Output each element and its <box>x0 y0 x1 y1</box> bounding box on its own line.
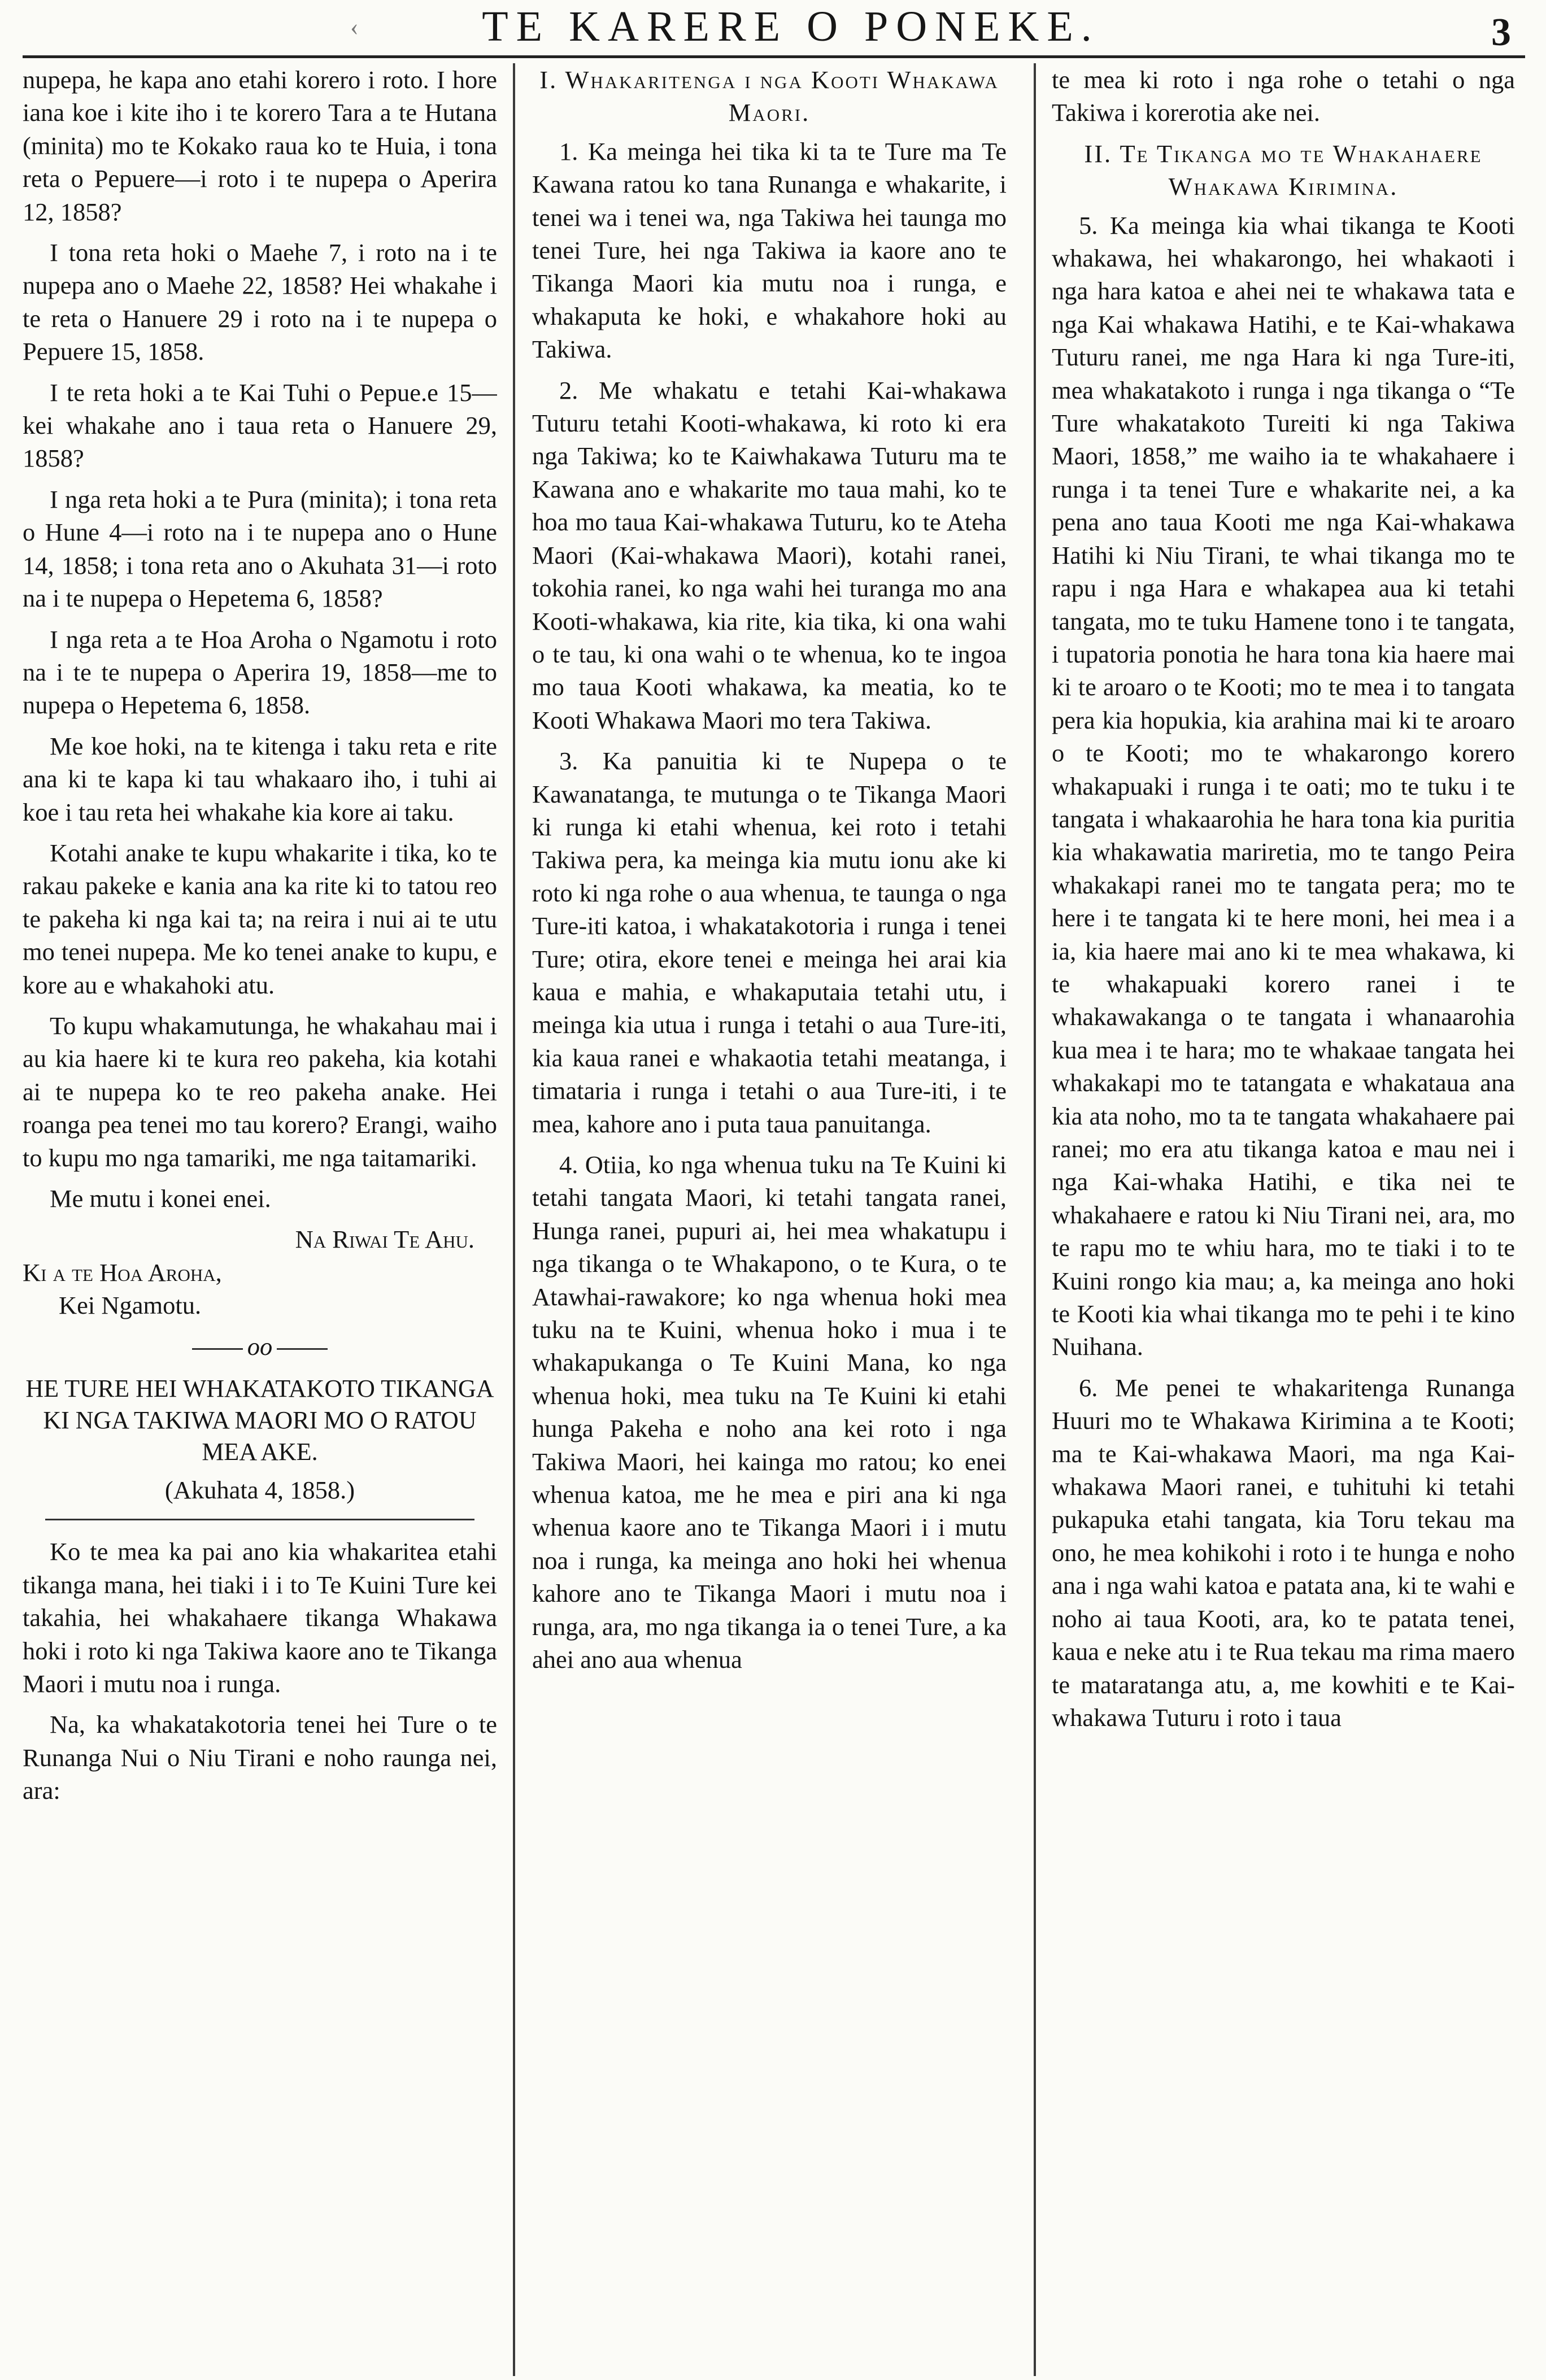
paragraph: 2. Me whakatu e tetahi Kai-whakawa Tuturu tetahi Kooti-whakawa, ki roto ki era nga Takiwa; ko te Kaiwhakawa Tuturu ma te Kawana ano e whakarite mo taua mahi, ko te hoa mo taua Kai-whakawa Tuturu, ko te Ateha Maori (Kai-whakawa Maori), kotahi ranei, tokohia ranei, ko nga wahi hei turanga mo ana Kooti-whakawa, kia rite, kia tika, ki ona wahi o te tau, ki ona wahi o te whenua, ko te ingoa mo taua Kooti whakawa, ka meatia, ko te Kooti Whakawa Maori mo tera Takiwa. <box>532 376 1007 734</box>
headline-rule <box>45 1519 474 1520</box>
paragraph: Kotahi anake te kupu whakarite i tika, ko te rakau pakeke e kania ana ka rite ki to tatou reo te pakeha ki nga kai ta; na reira i nui ai te utu mo tenei nupepa. Me ko tenei anake to kupu, e kore au e whakahoki atu. <box>23 838 497 999</box>
paragraph: 4. Otiia, ko nga whenua tuku na Te Kuini ki tetahi tangata Maori, ki tetahi tangata ranei, Hunga ranei, pupuri ai, hei mea whakatupu i nga tikanga o te Whakapono, o te Kura, o te Atawhai-rawakore; ko nga whenua hoki mea tuku na te Kuini, whenua hoko i mua i te whakapukanga o Te Kuini Mana, ko nga whenua hoki, mea tuku na Te Kuini ki etahi hunga Pakeha e noho ana kei roto i nga Takiwa Maori, hei kainga mo ratou; ko enei whenua katoa, me he mea e piri ana ki nga whenua kaore ano te Tikanga Maori i i mutu noa i runga, ka meinga ano hoki hei whenua kahore ano te Tikanga Maori i mutu noa i runga, ara, mo nga tikanga ia o tenei Ture, a ka ahei ano aua whenua <box>532 1150 1007 1674</box>
paragraph: I te reta hoki a te Kai Tuhi o Pepue.e 15—kei whakahe ano i taua reta o Hanuere 29, 1858? <box>23 378 497 473</box>
column-divider-1 <box>513 63 515 2376</box>
paragraph: 1. Ka meinga hei tika ki ta te Ture ma Te Kawana ratou ko tana Runanga e whakarite, i tenei wa i tenei wa, nga Takiwa hei taunga mo tenei Ture, hei nga Takiwa ia kaore ano te Tikanga Maori kia mutu noa i runga, e whakaputa ke hoki, e whakahore hoki au Takiwa. <box>532 137 1007 364</box>
paragraph: Me mutu i konei enei. <box>50 1184 271 1213</box>
article-date: (Akuhata 4, 1858.) <box>164 1476 355 1505</box>
header-rule <box>23 55 1525 58</box>
section-heading: II. Te Tikanga mo te Whakahaere Whakawa Kirimina. <box>1084 139 1483 201</box>
addressee-place: Kei Ngamotu. <box>59 1291 202 1320</box>
page-header <box>0 0 1546 56</box>
column-3 <box>1052 63 1515 2373</box>
column-2 <box>532 63 1007 2373</box>
paragraph: nupepa, he kapa ano etahi korero i roto. I hore iana koe i kite iho i te korero Tara a te Hutana (minita) mo te Kokako raua ko te Huia, i tona reta o Pepuere—i roto i te nupepa o Aperira 12, 1858? <box>23 66 497 226</box>
column-divider-2 <box>1034 63 1036 2376</box>
addressee: Ki a te Hoa Aroha, <box>23 1258 222 1287</box>
paragraph: 5. Ka meinga kia whai tikanga te Kooti whakawa, hei whakarongo, hei whakaoti i nga hara katoa e ahei nei te whakawa tata e nga Kai whakawa Hatihi, e te Kai-whakawa Tuturu ranei, me nga Hara ki nga Ture-iti, mea whakatakoto i runga i nga tikanga o “Te Ture whakatakoto Tureiti ki nga Takiwa Maori, 1858,” me waiho ia te whakahaere i runga i ta tenei Ture e whakarite nei, a ka pena ano taua Kooti me nga Kai-whakawa Hatihi ki Niu Tirani, te whai tikanga mo te rapu i nga Hara e whakapea aua ki tetahi tangata, mo te tuku Hamene tono i te tangata, i tupatoria ponotia he hara tona kia haere mai ki te aroaro o te Kooti; mo te mea i to tangata pera kia hopukia, kia arahina mai ki te aroaro o te Kooti; mo te whakarongo korero whakapuaki i runga i te oati; mo te tuku i te tangata i whakaarohia he hara tona kia puritia kia whakawatia mariretia, mo te tango Peira whakakapi ranei mo te tangata pera; mo te here i te tangata ki te here moni, hei mea i a ia, kia haere mai ano ki te mea whakawa, ki te whakapuaki korero ranei i te whakawakanga o te tangata i whanaarohia kua mea i te hara; mo te whakaae tangata hei whakakapi mo te tatangata e whakataua ana kia ata noho, mo ta te tangata whakahaere pai ranei; mo era atu tikanga katoa e mau nei i nga Kai-whaka Hatihi, e tika nei te whakahaere e ratou ki Niu Tirani nei, ara, mo te rapu mo te whiu hara, mo te tiaki i to te Kuini rongo kia mau; a, ka meinga ano hoki te Kooti kia whai tikanga mo te pehi i te kino Nuihana. <box>1052 211 1515 1361</box>
article-headline: HE TURE HEI WHAKATAKOTO TIKANGA KI NGA TAKIWA MAORI MO O RATOU MEA AKE. <box>25 1375 494 1466</box>
paragraph: I tona reta hoki o Maehe 7, i roto na i te nupepa ano o Maehe 22, 1858? Hei whakahe i te reta o Hanuere 29 i roto na i te nupepa o Pepuere 15, 1858. <box>23 238 497 366</box>
section-heading: I. Whakaritenga i nga Kooti Whakawa Maori. <box>539 66 999 127</box>
signature: Na Riwai Te Ahu. <box>295 1225 474 1254</box>
section-divider: oo <box>23 1330 497 1363</box>
paragraph: I nga reta hoki a te Pura (minita); i tona reta o Hune 4—i roto na i te nupepa ano o Hune 14, 1858; i tona reta ano o Akuhata 31—i roto na i te nupepa o Hepetema 6, 1858? <box>23 485 497 613</box>
column-1 <box>23 63 497 2373</box>
paragraph: te mea ki roto i nga rohe o tetahi o nga Takiwa i korerotia ake nei. <box>1052 66 1515 127</box>
paragraph: I nga reta a te Hoa Aroha o Ngamotu i roto na i te te nupepa o Aperira 19, 1858—me to nupepa o Hepetema 6, 1858. <box>23 625 497 720</box>
header-mark: ‹ <box>350 13 359 41</box>
masthead-title: TE KARERE O PONEKE. <box>482 3 1100 50</box>
paragraph: To kupu whakamutunga, he whakahau mai i au kia haere ki te kura reo pakeha, kia kotahi ai te nupepa ko te reo pakeha anake. Hei roanga pea tenei mo tau korero? Erangi, waiho to kupu mo nga tamariki, me nga taitamariki. <box>23 1011 497 1172</box>
paragraph: 3. Ka panuitia ki te Nupepa o te Kawanatanga, te mutunga o te Tikanga Maori ki runga ki etahi whenua, kei roto i tetahi Takiwa pera, ka meinga kia mutu ionu ake ki roto ki nga rohe o aua whenua, te taunga o nga Ture-iti katoa, i whakatakotoria i runga i tenei Ture; otira, ekore tenei e meinga hei arai kia kaua e mahia, e whakaputaia tetahi utu, i meinga kia utua i runga i tetahi o aua Ture-iti, kia kaua ranei e whakaotia tetahi meatanga, i timataria i runga i tetahi o aua Ture-iti, i te mea, kahore ano i puta taua panuitanga. <box>532 747 1007 1138</box>
paragraph: 6. Me penei te whakaritenga Runanga Huuri mo te Whakawa Kirimina a te Kooti; ma te Kai-whakawa Maori, ma nga Kai-whakawa Maori ranei, e tuhituhi ki tetahi pukapuka etahi tangata, kia Toru tekau ma ono, he mea kohikohi i roto i te hunga e noho ana i nga wahi katoa e patata ana, ki te wahi e noho ai taua Kooti, ara, ko te patata tenei, kaua e neke atu i te Rua tekau ma rima maero te mataratanga atu, a, me kowhiti e te Kai-whakawa Tuturu i roto i taua <box>1052 1373 1515 1732</box>
paragraph: Me koe hoki, na te kitenga i taku reta e rite ana ki te kapa ki tau whakaaro iho, i tuhi ai koe i tau reta hei whakahe kia kore ai taku. <box>23 731 497 826</box>
page-number: 3 <box>1491 11 1511 54</box>
paragraph: Ko te mea ka pai ano kia whakaritea etahi tikanga mana, hei tiaki i i to Te Kuini Ture kei takahia, hei whakahaere tikanga Whakawa hoki i roto ki nga Takiwa kaore ano te Tikanga Maori i mutu noa i runga. <box>23 1537 497 1698</box>
paragraph: Na, ka whakatakotoria tenei hei Ture o te Runanga Nui o Niu Tirani e noho raunga nei, ara: <box>23 1710 497 1805</box>
